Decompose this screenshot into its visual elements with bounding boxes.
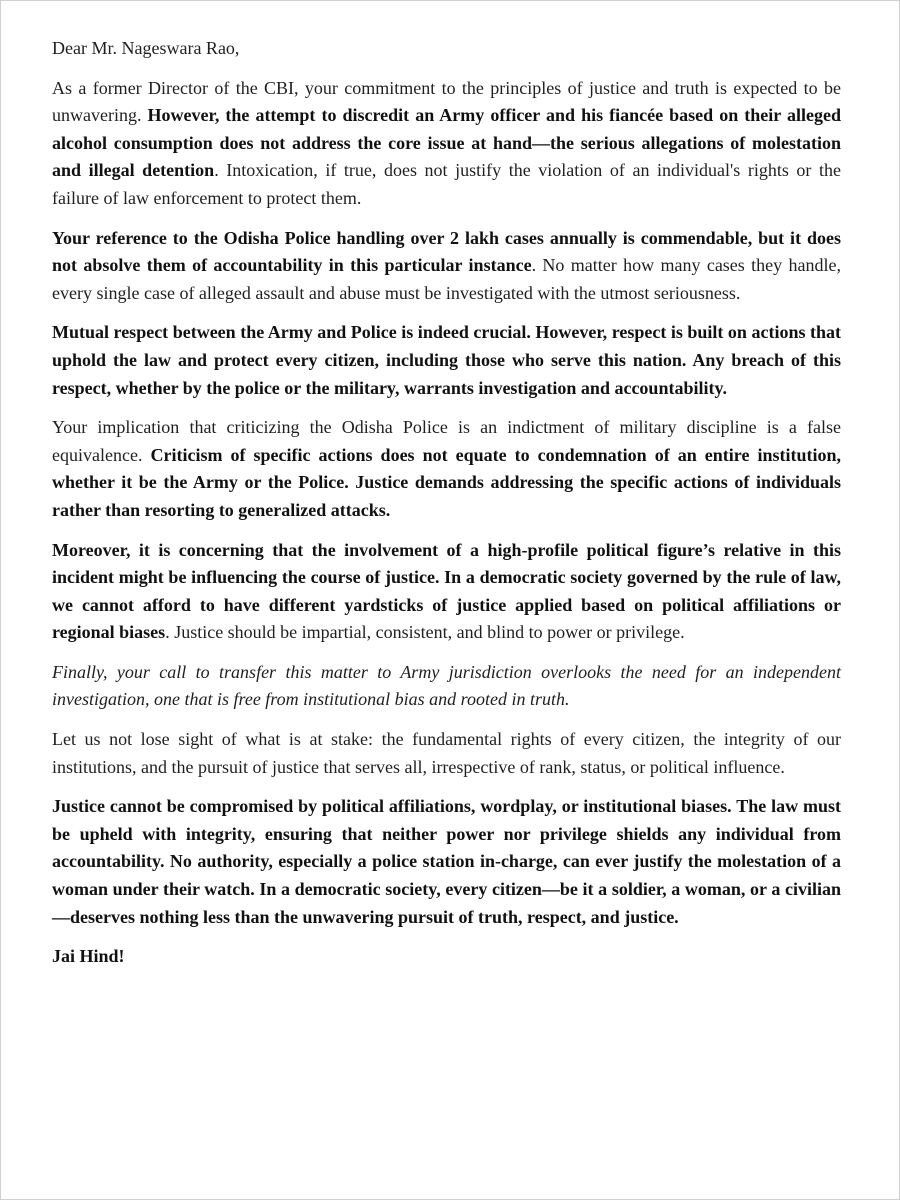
letter-body bbox=[1, 1, 899, 971]
paragraph-army-jurisdiction: Finally, your call to transfer this matter to Army jurisdiction overlooks the need for an independent investigation, one that is free from institutional bias and rooted in truth. bbox=[52, 661, 841, 710]
p1-plain-start: As a former Director of the CBI, your commitment to the principles of justice and truth is expected to be unwavering. bbox=[52, 77, 841, 126]
closing-jai-hind: Jai Hind! bbox=[52, 946, 125, 967]
paragraph-odisha-police-cases bbox=[52, 225, 841, 308]
p1-plain-end: . Intoxication, if true, does not justify the violation of an individual's rights or the failure of law enforcement to protect them. bbox=[52, 160, 841, 208]
paragraph-cbi-commitment bbox=[52, 75, 841, 213]
paragraph-mutual-respect bbox=[52, 319, 841, 402]
p5-bold: Moreover, it is concerning that the involvement of a high-profile political figure’s relative in this incident might be influencing the course of justice. In a democratic society governed by the rule of law, we cannot afford to have different yardsticks of justice applied based on political affiliations or regional biases bbox=[52, 539, 841, 643]
p8-bold: Justice cannot be compromised by political affiliations, wordplay, or institutional biases. The law must be upheld with integrity, ensuring that neither power nor privilege shields any individual from accountability. No authority, especially a police station in-charge, can ever justify the molestation of a woman under their watch. In a democratic society, every citizen—be it a soldier, a woman, or a civilian—deserves nothing less than the unwavering pursuit of truth, respect, and justice. bbox=[52, 796, 841, 927]
p4-plain: Your implication that criticizing the Odisha Police is an indictment of military discipline is a false equivalence. bbox=[52, 417, 841, 465]
salutation: Dear Mr. Nageswara Rao, bbox=[52, 38, 240, 58]
p5-plain: . Justice should be impartial, consistent, and blind to power or privilege. bbox=[165, 622, 685, 643]
p2-plain: . No matter how many cases they handle, every single case of alleged assault and abuse must be investigated with the utmost seriousness. bbox=[52, 255, 841, 303]
paragraph-political-influence bbox=[52, 537, 841, 647]
p4-bold: Criticism of specific actions does not equate to condemnation of an entire institution, whether it be the Army or the Police. Justice demands addressing the specific actions of individuals rather than resorting to generalized attacks. bbox=[52, 444, 841, 520]
paragraph-false-equivalence bbox=[52, 414, 841, 524]
p2-bold: Your reference to the Odisha Police handling over 2 lakh cases annually is commendable, but it does not absolve them of accountability in this particular instance bbox=[52, 227, 841, 276]
paragraph-what-is-at-stake: Let us not lose sight of what is at stake: the fundamental rights of every citizen, the integrity of our institutions, and the pursuit of justice that serves all, irrespective of rank, status, or political influence. bbox=[52, 729, 841, 777]
paragraph-justice-cannot-be-compromised bbox=[52, 793, 841, 931]
p3-bold: Mutual respect between the Army and Police is indeed crucial. However, respect is built on actions that uphold the law and protect every citizen, including those who serve this nation. Any breach of this respect, whether by the police or the military, warrants investigation and accountability. bbox=[52, 322, 841, 398]
p1-bold: However, the attempt to discredit an Army officer and his fiancée based on their alleged alcohol consumption does not address the core issue at hand—the serious allegations of molestation and illegal detention bbox=[52, 105, 841, 181]
